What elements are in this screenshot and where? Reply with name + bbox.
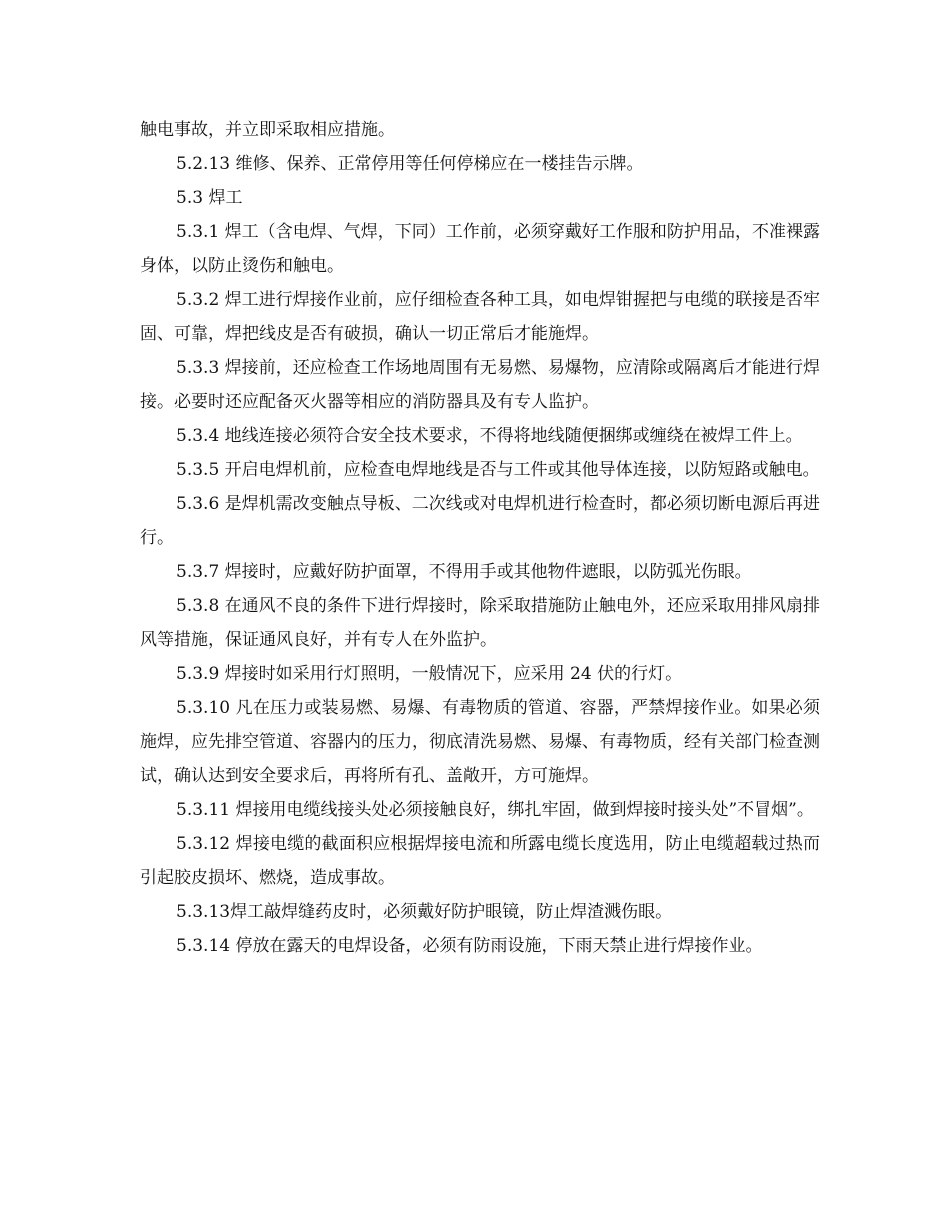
paragraph-5-3-8: 5.3.8 在通风不良的条件下进行焊接时，除采取措施防止触电外，还应采取用排风扇排风等措施，保证通风良好，并有专人在外监护。 — [140, 596, 820, 650]
paragraph-5-3-3: 5.3.3 焊接前，还应检查工作场地周围有无易燃、易爆物，应清除或隔离后才能进行焊接。必要时还应配备灭火器等相应的消防器具及有专人监护。 — [140, 358, 820, 412]
paragraph-5-3-1: 5.3.1 焊工（含电焊、气焊，下同）工作前，必须穿戴好工作服和防护用品，不准裸露身体，以防止烫伤和触电。 — [140, 222, 820, 276]
paragraph-5-3-5: 5.3.5 开启电焊机前，应检查电焊地线是否与工件或其他导体连接，以防短路或触电。 — [176, 460, 820, 480]
paragraph-5-3-10: 5.3.10 凡在压力或装易燃、易爆、有毒物质的管道、容器，严禁焊接作业。如果必须施焊，应先排空管道、容器内的压力，彻底清洗易燃、易爆、有毒物质，经有关部门检查测试，确认达到安全要求后，再将所有孔、盖敞开，方可施焊。 — [140, 698, 820, 786]
paragraph-5-3-11: 5.3.11 焊接用电缆线接头处必须接触良好，绑扎牢固，做到焊接时接头处”不冒烟”。 — [176, 800, 814, 820]
paragraph-5-3-4: 5.3.4 地线连接必须符合安全技术要求，不得将地线随便捆绑或缠绕在被焊工件上。 — [176, 426, 803, 446]
paragraph-5-2-13: 5.2.13 维修、保养、正常停用等任何停梯应在一楼挂告示牌。 — [176, 154, 644, 174]
paragraph-5-3-6: 5.3.6 是焊机需改变触点导板、二次线或对电焊机进行检查时，都必须切断电源后再进行。 — [140, 494, 820, 548]
paragraph-5-3-13: 5.3.13焊工敲焊缝药皮时，必须戴好防护眼镜，防止焊渣溅伤眼。 — [176, 902, 673, 922]
paragraph-5-3-14: 5.3.14 停放在露天的电焊设备，必须有防雨设施，下雨天禁止进行焊接作业。 — [176, 936, 763, 956]
section-heading-5-3: 5.3 焊工 — [176, 188, 243, 208]
paragraph-5-3-12: 5.3.12 焊接电缆的截面积应根据焊接电流和所露电缆长度选用，防止电缆超载过热而引起胶皮损坏、燃烧，造成事故。 — [140, 834, 820, 888]
paragraph-5-3-7: 5.3.7 焊接时，应戴好防护面罩，不得用手或其他物件遮眼，以防弧光伤眼。 — [176, 562, 752, 582]
paragraph-5-3-9: 5.3.9 焊接时如采用行灯照明，一般情况下，应采用 24 伏的行灯。 — [176, 664, 683, 684]
paragraph-5-3-2: 5.3.2 焊工进行焊接作业前，应仔细检查各种工具，如电焊钳握把与电缆的联接是否牢固、可靠，焊把线皮是否有破损，确认一切正常后才能施焊。 — [140, 290, 820, 344]
paragraph-continuation: 触电事故，并立即采取相应措施。 — [140, 120, 395, 140]
document-page — [140, 113, 820, 963]
